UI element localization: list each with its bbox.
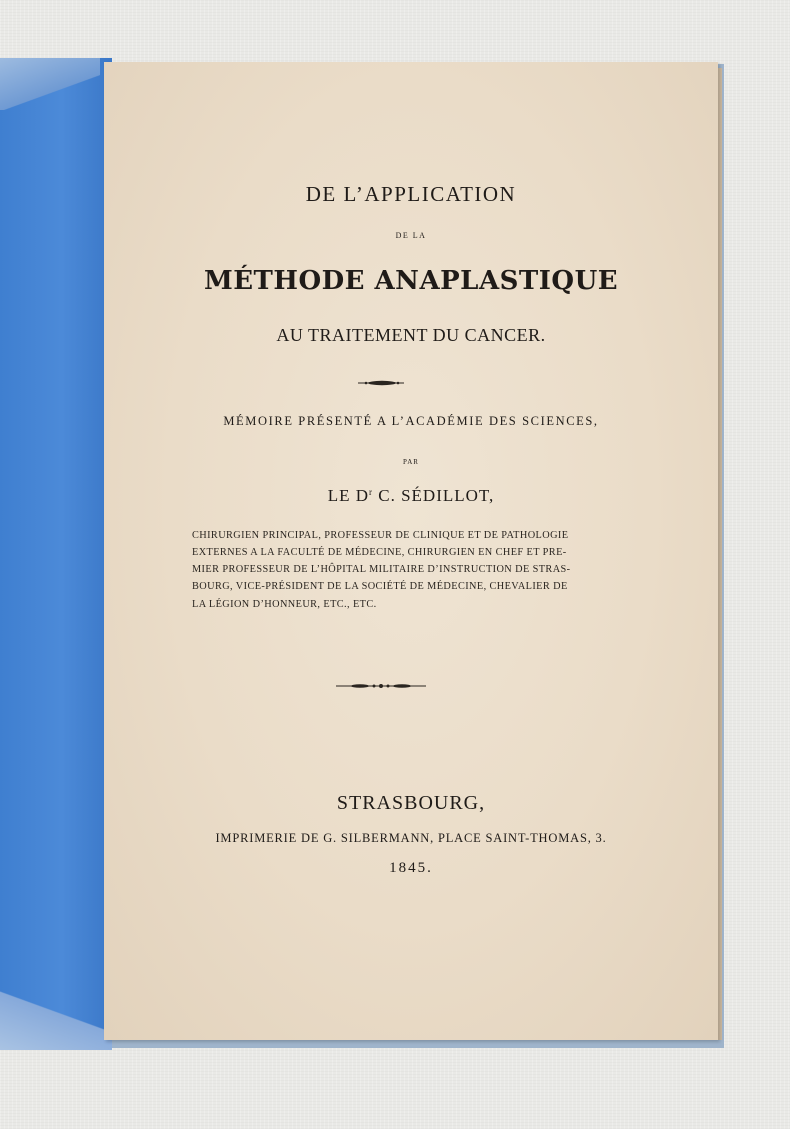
year: 1845. (389, 860, 433, 876)
cover-fold-top (0, 58, 100, 110)
author-prefix: LE D (327, 486, 369, 505)
blue-paper-cover (0, 58, 112, 1048)
title-line-4: AU TRAITEMENT DU CANCER. (276, 325, 546, 345)
author-superscript: r (369, 487, 373, 497)
printer-imprint: IMPRIMERIE DE G. SILBERMANN, PLACE SAINT-THOMAS, 3. (215, 831, 607, 845)
cover-fold-bottom (0, 975, 112, 1050)
author-titles-line: CHIRURGIEN PRINCIPAL, PROFESSEUR DE CLINIQUE ET DE PATHOLOGIE (192, 530, 569, 541)
subtitle: MÉMOIRE PRÉSENTÉ A L’ACADÉMIE DES SCIENCES, (223, 414, 599, 428)
author-titles-line: BOURG, VICE-PRÉSIDENT DE LA SOCIÉTÉ DE MÉDECINE, CHEVALIER DE (192, 581, 568, 592)
title-line-1: DE L’APPLICATION (305, 182, 517, 206)
title-line-2: DE LA (395, 231, 427, 240)
ornament-rule-icon (104, 377, 718, 389)
ornament-rule-icon (104, 680, 718, 692)
par-label: PAR (403, 458, 419, 466)
author-titles-line: LA LÉGION D’HONNEUR, ETC., ETC. (192, 599, 377, 610)
author-line (104, 486, 718, 506)
main-title: MÉTHODE ANAPLASTIQUE (203, 266, 619, 296)
city: STRASBOURG, (336, 792, 486, 814)
author-name: C. SÉDILLOT, (373, 486, 495, 505)
author-titles-line: MIER PROFESSEUR DE L’HÔPITAL MILITAIRE D’INSTRUCTION DE STRAS- (192, 564, 571, 575)
title-page (104, 62, 718, 1040)
author-titles-line: EXTERNES A LA FACULTÉ DE MÉDECINE, CHIRURGIEN EN CHEF ET PRE- (192, 547, 567, 558)
